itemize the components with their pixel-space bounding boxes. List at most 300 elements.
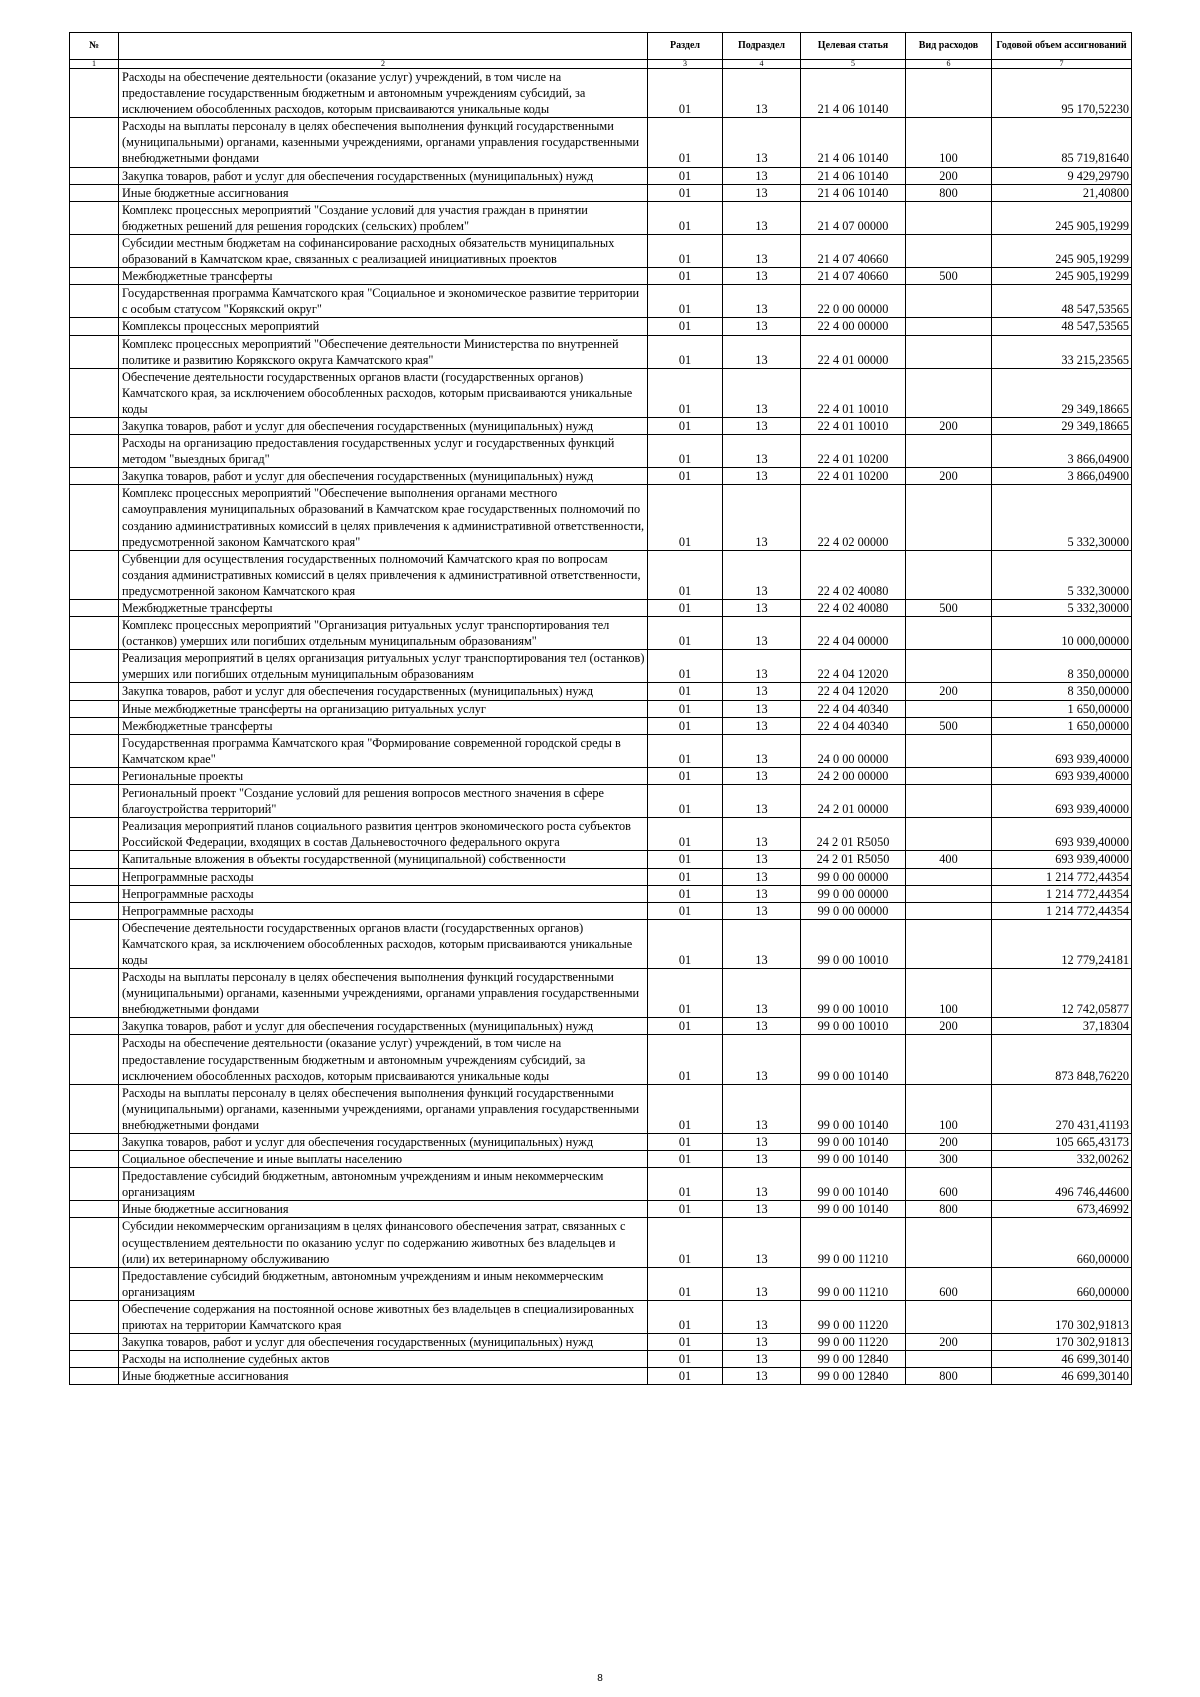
table-row bbox=[70, 1300, 1132, 1333]
cell-podrazdel: 13 bbox=[723, 1035, 801, 1084]
table-row bbox=[70, 1084, 1132, 1133]
cell-razdel: 01 bbox=[648, 785, 723, 818]
cell-num bbox=[70, 902, 119, 919]
cell-num bbox=[70, 1201, 119, 1218]
cell-razdel: 01 bbox=[648, 700, 723, 717]
table-row bbox=[70, 234, 1132, 267]
cell-amount: 8 350,00000 bbox=[992, 683, 1132, 700]
table-row bbox=[70, 435, 1132, 468]
cell-num bbox=[70, 885, 119, 902]
cell-num bbox=[70, 1300, 119, 1333]
cell-name: Комплекс процессных мероприятий "Обеспечение деятельности Министерства по внутренней политике и развитию Корякского округа Камчатского края" bbox=[119, 335, 648, 368]
cell-podrazdel: 13 bbox=[723, 201, 801, 234]
cell-podrazdel: 13 bbox=[723, 1018, 801, 1035]
cell-celevaya: 22 4 02 40080 bbox=[801, 550, 906, 599]
cell-num bbox=[70, 69, 119, 118]
cell-razdel: 01 bbox=[648, 417, 723, 434]
cell-amount: 46 699,30140 bbox=[992, 1351, 1132, 1368]
cell-vid bbox=[906, 650, 992, 683]
cell-name: Закупка товаров, работ и услуг для обеспечения государственных (муниципальных) нужд bbox=[119, 167, 648, 184]
table-row bbox=[70, 485, 1132, 550]
cell-vid bbox=[906, 818, 992, 851]
table-row bbox=[70, 785, 1132, 818]
cell-num bbox=[70, 285, 119, 318]
cell-vid: 500 bbox=[906, 717, 992, 734]
cell-name: Расходы на выплаты персоналу в целях обеспечения выполнения функций государственными (муниципальными) органами, казенными учреждениями, органами управления государственными внебюджетными фондами bbox=[119, 969, 648, 1018]
cell-celevaya: 99 0 00 10140 bbox=[801, 1168, 906, 1201]
cell-razdel: 01 bbox=[648, 885, 723, 902]
cell-amount: 8 350,00000 bbox=[992, 650, 1132, 683]
cell-vid: 200 bbox=[906, 1018, 992, 1035]
cell-podrazdel: 13 bbox=[723, 234, 801, 267]
cell-podrazdel: 13 bbox=[723, 318, 801, 335]
cell-vid bbox=[906, 868, 992, 885]
cell-name: Межбюджетные трансферты bbox=[119, 717, 648, 734]
cell-name: Непрограммные расходы bbox=[119, 885, 648, 902]
cell-celevaya: 21 4 06 10140 bbox=[801, 184, 906, 201]
cell-name: Расходы на организацию предоставления государственных услуг и государственных функций методом "выездных бригад" bbox=[119, 435, 648, 468]
cell-name: Расходы на обеспечение деятельности (оказание услуг) учреждений, в том числе на предоставление государственным бюджетным и автономным учреждениям субсидий, за исключением обособленных расходов, которым присваиваются уникальные коды bbox=[119, 1035, 648, 1084]
cell-num bbox=[70, 818, 119, 851]
cell-podrazdel: 13 bbox=[723, 435, 801, 468]
cell-name: Субвенции для осуществления государственных полномочий Камчатского края по вопросам создания административных комиссий в целях привлечения к административной ответственности, предусмотренной законом Камчатского края bbox=[119, 550, 648, 599]
cell-vid bbox=[906, 919, 992, 968]
cell-name: Закупка товаров, работ и услуг для обеспечения государственных (муниципальных) нужд bbox=[119, 1334, 648, 1351]
cell-amount: 170 302,91813 bbox=[992, 1300, 1132, 1333]
cell-podrazdel: 13 bbox=[723, 285, 801, 318]
column-number: 1 bbox=[70, 60, 119, 69]
cell-vid bbox=[906, 1300, 992, 1333]
table-row bbox=[70, 550, 1132, 599]
table-row bbox=[70, 818, 1132, 851]
cell-celevaya: 21 4 06 10140 bbox=[801, 118, 906, 167]
cell-vid bbox=[906, 1035, 992, 1084]
cell-name: Субсидии местным бюджетам на софинансирование расходных обязательств муниципальных образований в Камчатском крае, связанных с реализацией инициативных проектов bbox=[119, 234, 648, 267]
column-number: 2 bbox=[119, 60, 648, 69]
table-row bbox=[70, 717, 1132, 734]
cell-vid: 200 bbox=[906, 1134, 992, 1151]
cell-num bbox=[70, 485, 119, 550]
cell-amount: 660,00000 bbox=[992, 1218, 1132, 1267]
column-number: 6 bbox=[906, 60, 992, 69]
cell-podrazdel: 13 bbox=[723, 902, 801, 919]
cell-name: Межбюджетные трансферты bbox=[119, 600, 648, 617]
cell-amount: 5 332,30000 bbox=[992, 550, 1132, 599]
cell-num bbox=[70, 167, 119, 184]
cell-name: Иные межбюджетные трансферты на организацию ритуальных услуг bbox=[119, 700, 648, 717]
cell-name: Обеспечение содержания на постоянной основе животных без владельцев в специализированных приютах на территории Камчатского края bbox=[119, 1300, 648, 1333]
cell-num bbox=[70, 767, 119, 784]
table-row bbox=[70, 683, 1132, 700]
cell-num bbox=[70, 184, 119, 201]
header-celevaya: Целевая статья bbox=[801, 33, 906, 60]
cell-num bbox=[70, 335, 119, 368]
cell-razdel: 01 bbox=[648, 550, 723, 599]
cell-celevaya: 99 0 00 10010 bbox=[801, 919, 906, 968]
cell-name: Расходы на исполнение судебных актов bbox=[119, 1351, 648, 1368]
cell-celevaya: 21 4 07 00000 bbox=[801, 201, 906, 234]
cell-podrazdel: 13 bbox=[723, 600, 801, 617]
table-row bbox=[70, 1018, 1132, 1035]
table-row bbox=[70, 885, 1132, 902]
table-row bbox=[70, 1134, 1132, 1151]
cell-name: Закупка товаров, работ и услуг для обеспечения государственных (муниципальных) нужд bbox=[119, 417, 648, 434]
table-row bbox=[70, 868, 1132, 885]
cell-razdel: 01 bbox=[648, 1168, 723, 1201]
cell-celevaya: 24 2 00 00000 bbox=[801, 767, 906, 784]
table-row bbox=[70, 1368, 1132, 1385]
cell-num bbox=[70, 717, 119, 734]
cell-amount: 33 215,23565 bbox=[992, 335, 1132, 368]
cell-num bbox=[70, 1218, 119, 1267]
cell-podrazdel: 13 bbox=[723, 868, 801, 885]
cell-celevaya: 99 0 00 10010 bbox=[801, 969, 906, 1018]
header-vid: Вид расходов bbox=[906, 33, 992, 60]
table-row bbox=[70, 1267, 1132, 1300]
cell-celevaya: 21 4 06 10140 bbox=[801, 167, 906, 184]
cell-vid bbox=[906, 885, 992, 902]
cell-num bbox=[70, 468, 119, 485]
cell-podrazdel: 13 bbox=[723, 550, 801, 599]
table-row bbox=[70, 650, 1132, 683]
table-row bbox=[70, 767, 1132, 784]
cell-vid: 500 bbox=[906, 600, 992, 617]
cell-podrazdel: 13 bbox=[723, 1368, 801, 1385]
cell-amount: 1 650,00000 bbox=[992, 717, 1132, 734]
cell-amount: 693 939,40000 bbox=[992, 818, 1132, 851]
cell-name: Предоставление субсидий бюджетным, автономным учреждениям и иным некоммерческим организациям bbox=[119, 1168, 648, 1201]
cell-celevaya: 99 0 00 11220 bbox=[801, 1300, 906, 1333]
cell-vid: 200 bbox=[906, 468, 992, 485]
table-row bbox=[70, 285, 1132, 318]
table-row bbox=[70, 902, 1132, 919]
cell-celevaya: 22 4 01 10200 bbox=[801, 435, 906, 468]
cell-vid: 300 bbox=[906, 1151, 992, 1168]
cell-razdel: 01 bbox=[648, 184, 723, 201]
cell-num bbox=[70, 785, 119, 818]
cell-podrazdel: 13 bbox=[723, 919, 801, 968]
table-row bbox=[70, 268, 1132, 285]
cell-razdel: 01 bbox=[648, 600, 723, 617]
cell-name: Предоставление субсидий бюджетным, автономным учреждениям и иным некоммерческим организациям bbox=[119, 1267, 648, 1300]
cell-celevaya: 99 0 00 10140 bbox=[801, 1134, 906, 1151]
cell-celevaya: 21 4 07 40660 bbox=[801, 234, 906, 267]
cell-razdel: 01 bbox=[648, 285, 723, 318]
cell-celevaya: 22 4 02 40080 bbox=[801, 600, 906, 617]
cell-podrazdel: 13 bbox=[723, 717, 801, 734]
cell-name: Расходы на выплаты персоналу в целях обеспечения выполнения функций государственными (муниципальными) органами, казенными учреждениями, органами управления государственными внебюджетными фондами bbox=[119, 118, 648, 167]
cell-razdel: 01 bbox=[648, 650, 723, 683]
table-row bbox=[70, 318, 1132, 335]
cell-vid: 800 bbox=[906, 1368, 992, 1385]
cell-podrazdel: 13 bbox=[723, 617, 801, 650]
table-header bbox=[70, 33, 1132, 69]
cell-amount: 5 332,30000 bbox=[992, 600, 1132, 617]
cell-name: Комплекс процессных мероприятий "Организация ритуальных услуг транспортирования тел (останков) умерших или погибших отдельным муниципальным образованиям" bbox=[119, 617, 648, 650]
cell-vid bbox=[906, 902, 992, 919]
cell-name: Капитальные вложения в объекты государственной (муниципальной) собственности bbox=[119, 851, 648, 868]
cell-amount: 12 779,24181 bbox=[992, 919, 1132, 968]
table-row bbox=[70, 69, 1132, 118]
cell-razdel: 01 bbox=[648, 167, 723, 184]
table-row bbox=[70, 1351, 1132, 1368]
cell-podrazdel: 13 bbox=[723, 1151, 801, 1168]
cell-razdel: 01 bbox=[648, 118, 723, 167]
cell-podrazdel: 13 bbox=[723, 1351, 801, 1368]
cell-num bbox=[70, 650, 119, 683]
cell-num bbox=[70, 435, 119, 468]
cell-amount: 85 719,81640 bbox=[992, 118, 1132, 167]
cell-amount: 693 939,40000 bbox=[992, 767, 1132, 784]
cell-num bbox=[70, 700, 119, 717]
cell-celevaya: 99 0 00 12840 bbox=[801, 1368, 906, 1385]
cell-name: Комплекс процессных мероприятий "Обеспечение выполнения органами местного самоуправления муниципальных образований в Камчатском крае государственных полномочий по созданию административных комиссий в целях привлечения к административной ответственности, предусмотренной законом Камчатского края" bbox=[119, 485, 648, 550]
cell-vid bbox=[906, 700, 992, 717]
cell-razdel: 01 bbox=[648, 318, 723, 335]
cell-podrazdel: 13 bbox=[723, 700, 801, 717]
cell-num bbox=[70, 550, 119, 599]
cell-podrazdel: 13 bbox=[723, 368, 801, 417]
cell-podrazdel: 13 bbox=[723, 683, 801, 700]
cell-podrazdel: 13 bbox=[723, 785, 801, 818]
cell-vid bbox=[906, 234, 992, 267]
cell-podrazdel: 13 bbox=[723, 1084, 801, 1133]
cell-vid: 200 bbox=[906, 417, 992, 434]
cell-celevaya: 99 0 00 00000 bbox=[801, 902, 906, 919]
cell-celevaya: 22 4 01 10010 bbox=[801, 417, 906, 434]
cell-num bbox=[70, 201, 119, 234]
cell-name: Закупка товаров, работ и услуг для обеспечения государственных (муниципальных) нужд bbox=[119, 683, 648, 700]
cell-num bbox=[70, 600, 119, 617]
cell-amount: 673,46992 bbox=[992, 1201, 1132, 1218]
cell-amount: 245 905,19299 bbox=[992, 268, 1132, 285]
cell-amount: 693 939,40000 bbox=[992, 851, 1132, 868]
cell-celevaya: 22 4 01 10200 bbox=[801, 468, 906, 485]
cell-num bbox=[70, 1084, 119, 1133]
cell-amount: 46 699,30140 bbox=[992, 1368, 1132, 1385]
cell-name: Региональные проекты bbox=[119, 767, 648, 784]
cell-celevaya: 99 0 00 00000 bbox=[801, 868, 906, 885]
cell-amount: 1 214 772,44354 bbox=[992, 885, 1132, 902]
table-row bbox=[70, 600, 1132, 617]
table-row bbox=[70, 1151, 1132, 1168]
cell-num bbox=[70, 1151, 119, 1168]
table-row bbox=[70, 1168, 1132, 1201]
cell-podrazdel: 13 bbox=[723, 1218, 801, 1267]
cell-num bbox=[70, 1018, 119, 1035]
cell-podrazdel: 13 bbox=[723, 69, 801, 118]
cell-vid bbox=[906, 285, 992, 318]
cell-amount: 3 866,04900 bbox=[992, 468, 1132, 485]
cell-amount: 3 866,04900 bbox=[992, 435, 1132, 468]
cell-name: Реализация мероприятий планов социального развития центров экономического роста субъектов Российской Федерации, входящих в состав Дальневосточного федерального округа bbox=[119, 818, 648, 851]
cell-razdel: 01 bbox=[648, 1201, 723, 1218]
cell-celevaya: 99 0 00 00000 bbox=[801, 885, 906, 902]
cell-num bbox=[70, 919, 119, 968]
cell-podrazdel: 13 bbox=[723, 1168, 801, 1201]
header-amount: Годовой объем ассигнований bbox=[992, 33, 1132, 60]
cell-celevaya: 22 4 04 40340 bbox=[801, 717, 906, 734]
cell-amount: 245 905,19299 bbox=[992, 234, 1132, 267]
cell-name: Расходы на обеспечение деятельности (оказание услуг) учреждений, в том числе на предоставление государственным бюджетным и автономным учреждениям субсидий, за исключением обособленных расходов, которым присваиваются уникальные коды bbox=[119, 69, 648, 118]
cell-razdel: 01 bbox=[648, 851, 723, 868]
cell-podrazdel: 13 bbox=[723, 118, 801, 167]
cell-vid bbox=[906, 617, 992, 650]
cell-razdel: 01 bbox=[648, 1334, 723, 1351]
header-row bbox=[70, 33, 1132, 60]
cell-amount: 48 547,53565 bbox=[992, 285, 1132, 318]
cell-celevaya: 22 0 00 00000 bbox=[801, 285, 906, 318]
cell-num bbox=[70, 368, 119, 417]
cell-celevaya: 24 0 00 00000 bbox=[801, 734, 906, 767]
cell-num bbox=[70, 1168, 119, 1201]
cell-name: Непрограммные расходы bbox=[119, 868, 648, 885]
cell-name: Закупка товаров, работ и услуг для обеспечения государственных (муниципальных) нужд bbox=[119, 1134, 648, 1151]
cell-num bbox=[70, 868, 119, 885]
cell-name: Расходы на выплаты персоналу в целях обеспечения выполнения функций государственными (муниципальными) органами, казенными учреждениями, органами управления государственными внебюджетными фондами bbox=[119, 1084, 648, 1133]
cell-num bbox=[70, 234, 119, 267]
cell-razdel: 01 bbox=[648, 268, 723, 285]
header-num: № bbox=[70, 33, 119, 60]
cell-podrazdel: 13 bbox=[723, 268, 801, 285]
column-number: 7 bbox=[992, 60, 1132, 69]
cell-num bbox=[70, 617, 119, 650]
cell-vid: 100 bbox=[906, 1084, 992, 1133]
table-row bbox=[70, 417, 1132, 434]
cell-razdel: 01 bbox=[648, 969, 723, 1018]
cell-razdel: 01 bbox=[648, 683, 723, 700]
cell-celevaya: 22 4 04 12020 bbox=[801, 683, 906, 700]
table-row bbox=[70, 1201, 1132, 1218]
cell-vid: 500 bbox=[906, 268, 992, 285]
cell-num bbox=[70, 734, 119, 767]
cell-name: Обеспечение деятельности государственных органов власти (государственных органов) Камчатского края, за исключением обособленных расходов, которым присваиваются уникальные коды bbox=[119, 368, 648, 417]
cell-celevaya: 24 2 01 R5050 bbox=[801, 851, 906, 868]
cell-razdel: 01 bbox=[648, 818, 723, 851]
cell-podrazdel: 13 bbox=[723, 650, 801, 683]
cell-celevaya: 99 0 00 10140 bbox=[801, 1151, 906, 1168]
cell-amount: 1 214 772,44354 bbox=[992, 902, 1132, 919]
cell-amount: 48 547,53565 bbox=[992, 318, 1132, 335]
cell-vid: 600 bbox=[906, 1168, 992, 1201]
cell-razdel: 01 bbox=[648, 69, 723, 118]
cell-amount: 9 429,29790 bbox=[992, 167, 1132, 184]
cell-razdel: 01 bbox=[648, 234, 723, 267]
table-row bbox=[70, 118, 1132, 167]
cell-celevaya: 99 0 00 10140 bbox=[801, 1035, 906, 1084]
cell-num bbox=[70, 118, 119, 167]
cell-name: Субсидии некоммерческим организациям в целях финансового обеспечения затрат, связанных с осуществлением деятельности по оказанию услуг по содержанию животных без владельцев и (или) их ветеринарному обслуживанию bbox=[119, 1218, 648, 1267]
cell-podrazdel: 13 bbox=[723, 818, 801, 851]
cell-celevaya: 22 4 04 40340 bbox=[801, 700, 906, 717]
cell-amount: 1 650,00000 bbox=[992, 700, 1132, 717]
cell-razdel: 01 bbox=[648, 1300, 723, 1333]
table-row bbox=[70, 851, 1132, 868]
column-number: 3 bbox=[648, 60, 723, 69]
cell-podrazdel: 13 bbox=[723, 485, 801, 550]
cell-name: Государственная программа Камчатского края "Социальное и экономическое развитие территории с особым статусом "Корякский округ" bbox=[119, 285, 648, 318]
column-number-row bbox=[70, 60, 1132, 69]
cell-amount: 10 000,00000 bbox=[992, 617, 1132, 650]
table-row bbox=[70, 1334, 1132, 1351]
cell-podrazdel: 13 bbox=[723, 885, 801, 902]
cell-celevaya: 22 4 04 12020 bbox=[801, 650, 906, 683]
cell-razdel: 01 bbox=[648, 717, 723, 734]
cell-vid bbox=[906, 435, 992, 468]
table-row bbox=[70, 919, 1132, 968]
cell-celevaya: 99 0 00 10010 bbox=[801, 1018, 906, 1035]
cell-celevaya: 99 0 00 10140 bbox=[801, 1201, 906, 1218]
cell-name: Закупка товаров, работ и услуг для обеспечения государственных (муниципальных) нужд bbox=[119, 468, 648, 485]
cell-name: Реализация мероприятий в целях организация ритуальных услуг транспортирования тел (останков) умерших или погибших отдельным муниципальным образованиям bbox=[119, 650, 648, 683]
table-row bbox=[70, 969, 1132, 1018]
cell-name: Комплекс процессных мероприятий "Создание условий для участия граждан в принятии бюджетных решений для решения городских (сельских) проблем" bbox=[119, 201, 648, 234]
cell-amount: 170 302,91813 bbox=[992, 1334, 1132, 1351]
cell-vid bbox=[906, 335, 992, 368]
cell-num bbox=[70, 417, 119, 434]
cell-name: Региональный проект "Создание условий для решения вопросов местного значения в сфере благоустройства территорий" bbox=[119, 785, 648, 818]
cell-vid: 100 bbox=[906, 118, 992, 167]
table-body bbox=[70, 69, 1132, 1385]
cell-vid bbox=[906, 785, 992, 818]
cell-num bbox=[70, 851, 119, 868]
cell-name: Социальное обеспечение и иные выплаты населению bbox=[119, 1151, 648, 1168]
cell-num bbox=[70, 1134, 119, 1151]
cell-num bbox=[70, 1267, 119, 1300]
cell-amount: 95 170,52230 bbox=[992, 69, 1132, 118]
cell-num bbox=[70, 1035, 119, 1084]
cell-podrazdel: 13 bbox=[723, 1300, 801, 1333]
cell-num bbox=[70, 969, 119, 1018]
table-row bbox=[70, 335, 1132, 368]
header-razdel: Раздел bbox=[648, 33, 723, 60]
cell-celevaya: 24 2 01 00000 bbox=[801, 785, 906, 818]
cell-amount: 5 332,30000 bbox=[992, 485, 1132, 550]
cell-celevaya: 22 4 04 00000 bbox=[801, 617, 906, 650]
budget-table bbox=[69, 32, 1132, 1385]
cell-vid: 400 bbox=[906, 851, 992, 868]
cell-amount: 12 742,05877 bbox=[992, 969, 1132, 1018]
cell-name: Обеспечение деятельности государственных органов власти (государственных органов) Камчатского края, за исключением обособленных расходов, которым присваиваются уникальные коды bbox=[119, 919, 648, 968]
header-podrazdel: Подраздел bbox=[723, 33, 801, 60]
cell-celevaya: 21 4 07 40660 bbox=[801, 268, 906, 285]
cell-name: Непрограммные расходы bbox=[119, 902, 648, 919]
cell-vid: 200 bbox=[906, 683, 992, 700]
cell-vid bbox=[906, 485, 992, 550]
cell-podrazdel: 13 bbox=[723, 734, 801, 767]
cell-razdel: 01 bbox=[648, 1084, 723, 1133]
cell-podrazdel: 13 bbox=[723, 969, 801, 1018]
cell-vid bbox=[906, 1218, 992, 1267]
cell-vid bbox=[906, 368, 992, 417]
column-number: 5 bbox=[801, 60, 906, 69]
cell-amount: 496 746,44600 bbox=[992, 1168, 1132, 1201]
cell-razdel: 01 bbox=[648, 1035, 723, 1084]
cell-amount: 21,40800 bbox=[992, 184, 1132, 201]
cell-vid bbox=[906, 318, 992, 335]
cell-celevaya: 99 0 00 10140 bbox=[801, 1084, 906, 1133]
cell-celevaya: 22 4 02 00000 bbox=[801, 485, 906, 550]
table-row bbox=[70, 184, 1132, 201]
cell-amount: 332,00262 bbox=[992, 1151, 1132, 1168]
cell-podrazdel: 13 bbox=[723, 1201, 801, 1218]
cell-podrazdel: 13 bbox=[723, 417, 801, 434]
cell-num bbox=[70, 318, 119, 335]
table-row bbox=[70, 201, 1132, 234]
header-name bbox=[119, 33, 648, 60]
cell-podrazdel: 13 bbox=[723, 1134, 801, 1151]
cell-celevaya: 99 0 00 11210 bbox=[801, 1218, 906, 1267]
